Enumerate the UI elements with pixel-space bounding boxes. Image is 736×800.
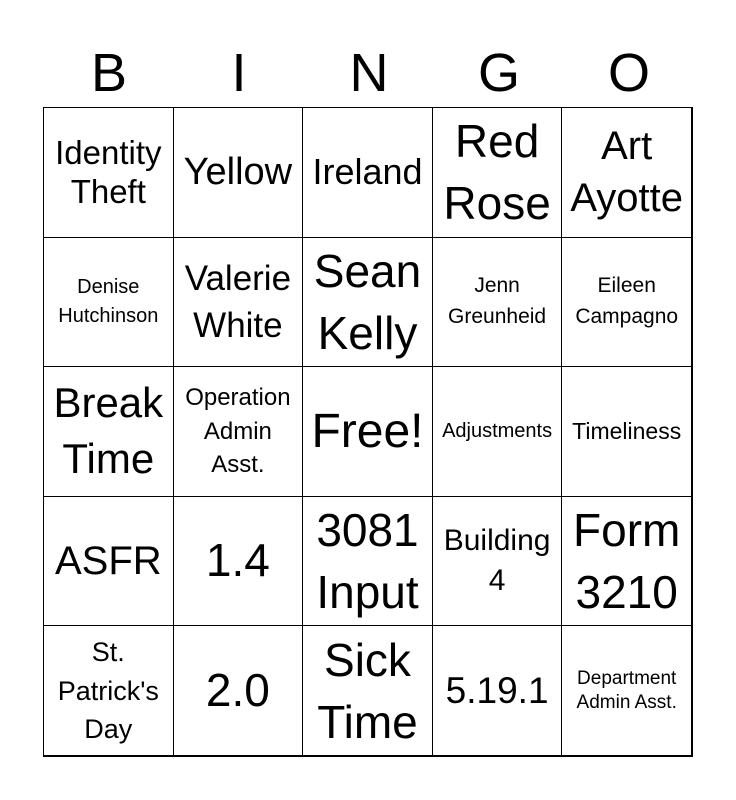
bingo-cell[interactable]: [173, 625, 304, 756]
bingo-cell[interactable]: [173, 366, 304, 497]
bingo-cell[interactable]: [561, 107, 692, 238]
header-letter-g: G: [477, 43, 520, 103]
cell-text: Jenn Greunheid: [448, 274, 547, 328]
cell-text: Timeliness: [572, 417, 682, 444]
bingo-cell[interactable]: [432, 366, 563, 497]
bingo-cell[interactable]: [302, 107, 433, 238]
bingo-cell[interactable]: [43, 237, 174, 368]
header-letter-b: B: [90, 43, 128, 103]
cell-text: Building 4: [443, 523, 551, 598]
bingo-cell free-space[interactable]: [302, 366, 433, 497]
cell-text: Yellow: [183, 151, 293, 194]
bingo-cell[interactable]: [561, 496, 692, 627]
bingo-board: [43, 107, 693, 757]
cell-text: Eileen Campagno: [575, 274, 679, 328]
bingo-cell[interactable]: [561, 625, 692, 756]
bingo-header: [44, 38, 694, 108]
header-letter-n: N: [349, 43, 389, 103]
cell-text: Denise Hutchinson: [58, 275, 159, 327]
cell-text: Sick Time: [317, 633, 418, 748]
cell-text: Identity Theft: [55, 133, 162, 211]
cell-text: St. Patrick's Day: [57, 637, 159, 744]
cell-text: 3081 Input: [316, 504, 419, 619]
cell-text: Sean Kelly: [313, 244, 422, 359]
cell-text: Operation Admin Asst.: [185, 384, 291, 479]
bingo-cell[interactable]: [43, 107, 174, 238]
bingo-cell[interactable]: [302, 237, 433, 368]
bingo-cell[interactable]: [302, 625, 433, 756]
bingo-cell[interactable]: [43, 496, 174, 627]
cell-text: Red Rose: [443, 115, 551, 230]
header-letter-i: I: [231, 43, 247, 103]
bingo-cell[interactable]: [43, 625, 174, 756]
bingo-cell[interactable]: [432, 107, 563, 238]
bingo-cell[interactable]: [432, 496, 563, 627]
cell-text: Department Admin Asst.: [576, 667, 677, 713]
bingo-cell[interactable]: [173, 237, 304, 368]
cell-text: Break Time: [53, 378, 164, 483]
bingo-cell[interactable]: [561, 237, 692, 368]
bingo-cell[interactable]: [173, 496, 304, 627]
cell-text: ASFR: [54, 538, 162, 583]
bingo-cell[interactable]: [302, 496, 433, 627]
bingo-cell[interactable]: [432, 625, 563, 756]
cell-text: 1.4: [205, 534, 270, 587]
bingo-cell[interactable]: [173, 107, 304, 238]
bingo-cell[interactable]: [561, 366, 692, 497]
cell-text: Form 3210: [573, 504, 681, 619]
bingo-cell[interactable]: [43, 366, 174, 497]
cell-text: 2.0: [205, 663, 270, 716]
cell-text: Free!: [311, 404, 424, 458]
cell-text: Ireland: [312, 151, 423, 193]
header-letter-o: O: [607, 43, 650, 103]
cell-text: Adjustments: [442, 420, 553, 443]
cell-text: 5.19.1: [445, 669, 549, 711]
bingo-cell[interactable]: [432, 237, 563, 368]
cell-text: Valerie White: [184, 258, 292, 345]
cell-text: Art Ayotte: [570, 124, 684, 221]
